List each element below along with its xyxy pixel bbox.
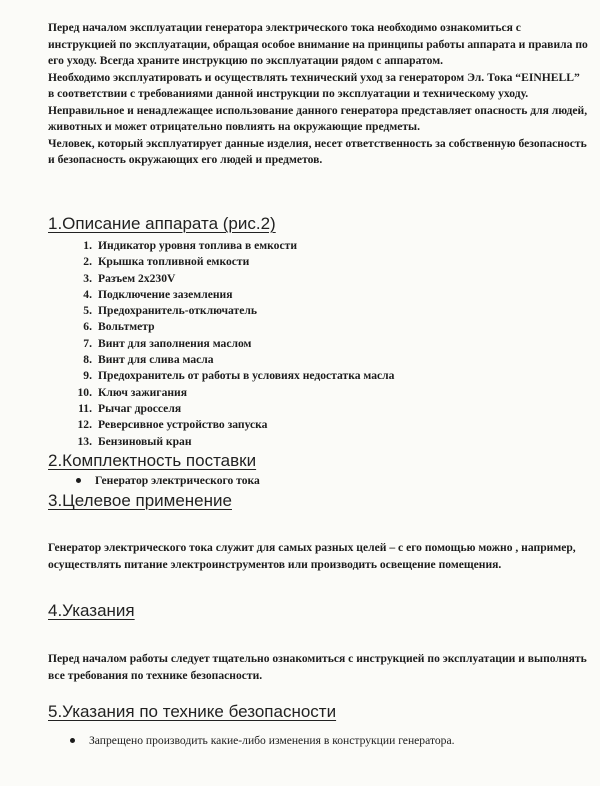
item-number: 6. <box>83 320 92 334</box>
list-item <box>70 385 394 401</box>
item-text: Индикатор уровня топлива в емкости <box>98 239 298 252</box>
item-number: 13. <box>77 434 92 448</box>
delivery-list <box>76 473 260 489</box>
item-number: 10. <box>77 385 92 399</box>
item-text: Ключ зажигания <box>98 385 188 399</box>
section-heading-safety: 5.Указания по технике безопасности <box>48 702 337 721</box>
purpose-paragraph: Генератор электрического тока служит для самых разных целей – с его помощью можно , например, осуществлять питание электроинструментов или производить освещение помещения. <box>48 541 576 571</box>
list-item <box>70 417 394 433</box>
item-text: Вольтметр <box>98 320 155 334</box>
list-item <box>70 303 394 319</box>
item-text: Реверсивное устройство запуска <box>98 418 268 432</box>
item-number: 11. <box>78 401 92 415</box>
list-item <box>70 401 394 417</box>
section-heading-purpose: 3.Целевое применение <box>48 491 232 510</box>
item-number: 9. <box>83 369 92 383</box>
item-text: Подключение заземления <box>98 287 233 301</box>
list-item <box>70 733 455 749</box>
section-heading-notes: 4.Указания <box>48 601 135 620</box>
intro-text <box>48 20 588 169</box>
list-item <box>70 352 394 368</box>
item-text: Запрещено производить какие-либо изменения в конструкции генератора. <box>89 734 455 747</box>
intro-paragraph: Перед началом эксплуатации генератора электрического тока необходимо ознакомиться с инструкцией по эксплуатации, обращая особое внимание на принципы работы аппарата и правила по его уходу. Всегда храните инструкцию по эксплуатации рядом с аппаратом. <box>48 21 588 67</box>
item-text: Разъем 2х230V <box>98 271 176 285</box>
list-item <box>70 287 394 303</box>
item-number: 5. <box>83 304 92 318</box>
item-text: Винт для слива масла <box>98 353 214 367</box>
item-number: 3. <box>83 271 92 285</box>
list-item <box>70 434 394 450</box>
item-number: 7. <box>83 336 92 350</box>
item-text: Бензиновый кран <box>98 434 192 448</box>
list-item <box>70 319 394 335</box>
list-item <box>70 254 394 270</box>
bullet-icon <box>76 478 81 483</box>
section-heading-description: 1.Описание аппарата (рис.2) <box>48 214 276 233</box>
item-number: 8. <box>83 353 92 367</box>
intro-paragraph: Человек, который эксплуатирует данные изделия, несет ответственность за собственную безопасность и безопасность окружающих его людей и предметов. <box>48 136 587 166</box>
item-text: Предохранитель от работы в условиях недостатка масла <box>98 369 395 383</box>
item-text: Крышка топливной емкости <box>98 255 250 269</box>
item-text: Винт для заполнения маслом <box>98 336 252 350</box>
safety-list <box>70 733 455 749</box>
notes-paragraph: Перед началом работы следует тщательно ознакомиться с инструкцией по эксплуатации и выполнять все требования по технике безопасности. <box>48 652 587 682</box>
item-number: 1. <box>83 239 92 252</box>
parts-list <box>70 238 394 450</box>
intro-paragraph: Необходимо эксплуатировать и осуществлять технический уход за генератором Эл. Тока “EINHELL” в соответствии с требованиями данной инструкции по эксплуатации и техническому уходу. Неправильное и ненадлежащее использование данного генератора представляет опасность для людей, животных и может отрицательно повлиять на окружающие предметы. <box>48 70 588 133</box>
list-item <box>76 473 260 489</box>
bullet-icon <box>70 738 75 743</box>
item-text: Предохранитель-отключатель <box>98 304 258 318</box>
section-heading-delivery: 2.Комплектность поставки <box>48 451 257 470</box>
item-number: 2. <box>83 255 92 269</box>
item-text: Генератор электрического тока <box>95 474 260 487</box>
item-number: 12. <box>77 418 92 432</box>
list-item <box>70 238 394 254</box>
list-item <box>70 336 394 352</box>
list-item <box>70 271 394 287</box>
item-text: Рычаг дросселя <box>98 401 182 415</box>
list-item <box>70 368 394 384</box>
item-number: 4. <box>83 287 92 301</box>
